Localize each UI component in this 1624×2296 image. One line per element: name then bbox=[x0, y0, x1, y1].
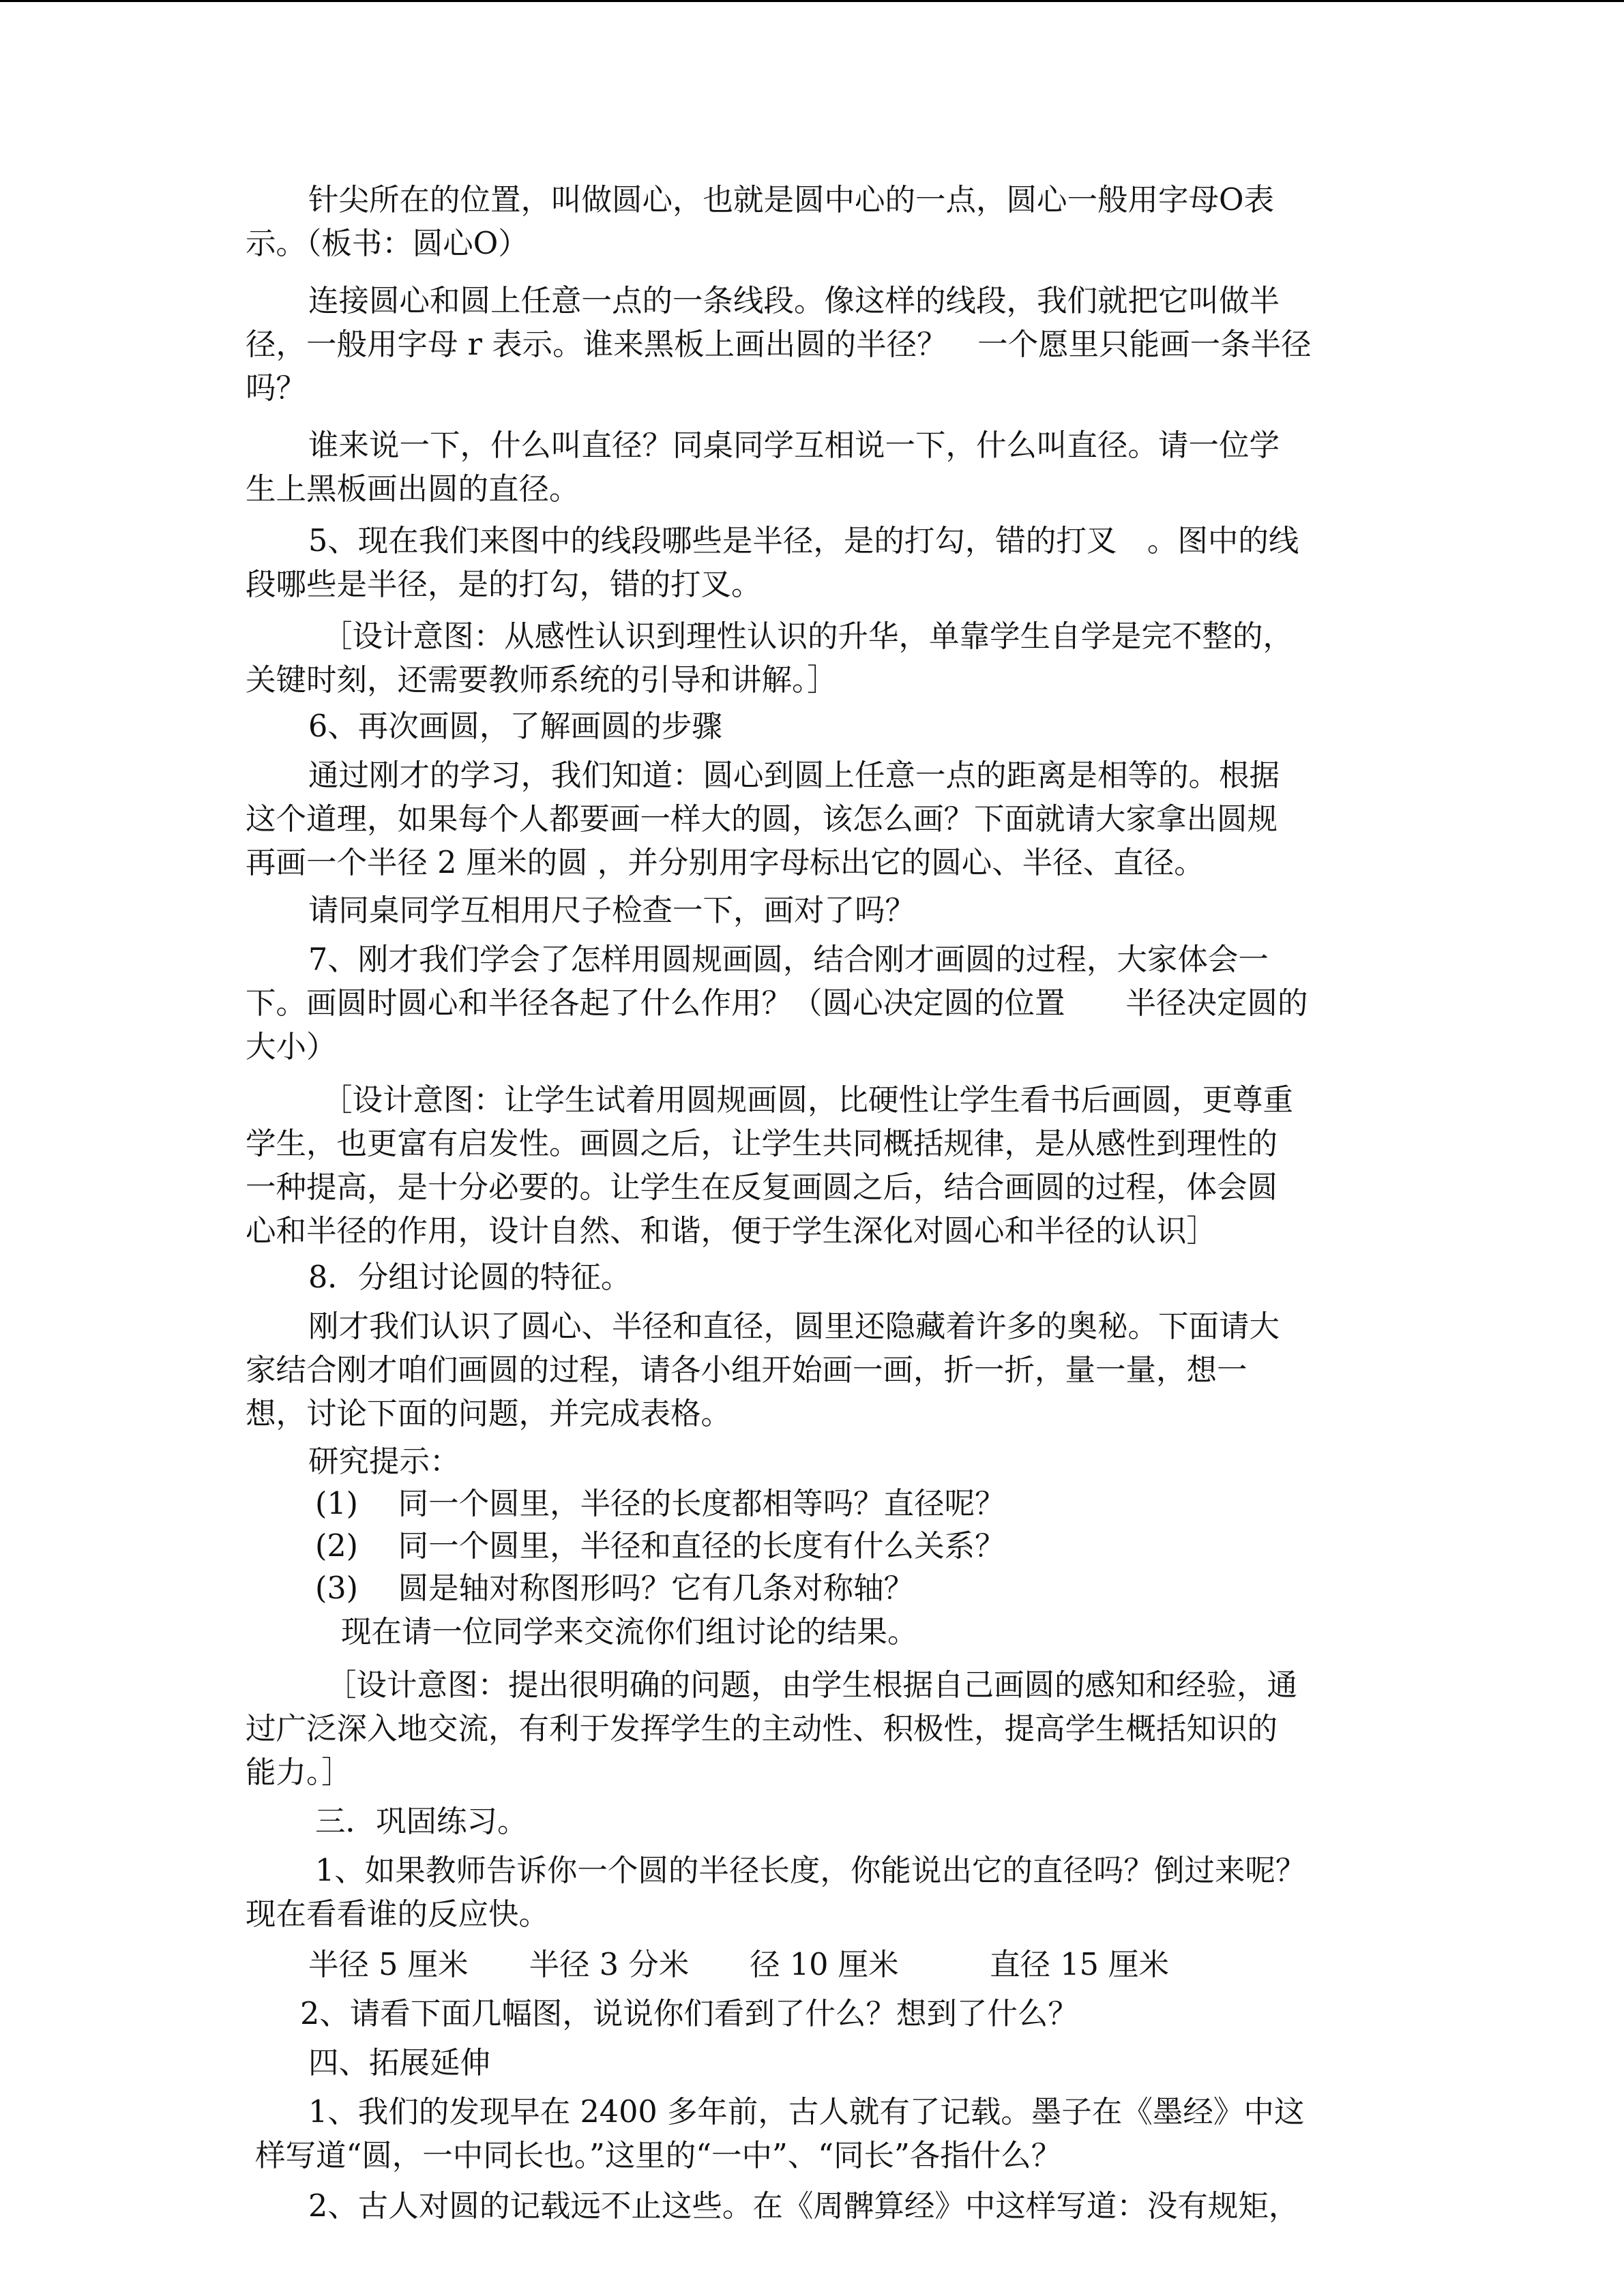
text-line: 心和半径的作用，设计自然、和谐，便于学生深化对圆心和半径的认识］ bbox=[246, 1214, 1217, 1249]
text-line: 大小） bbox=[246, 1030, 337, 1064]
text-line: 家结合刚才咱们画圆的过程，请各小组开始画一画，折一折，量一量，想一 bbox=[246, 1353, 1247, 1388]
text-line: 再画一个半径 2 厘米的圆 ，并分别用字母标出它的圆心、半径、直径。 bbox=[246, 846, 1205, 880]
text-line: 学生，也更富有启发性。画圆之后，让学生共同概括规律，是从感性到理性的 bbox=[246, 1127, 1278, 1161]
text-line: 谁来说一下，什么叫直径？同桌同学互相说一下，什么叫直径。请一位学 bbox=[308, 428, 1280, 463]
text-line: 吗？ bbox=[246, 371, 307, 406]
text-line: 研究提示： bbox=[308, 1444, 460, 1479]
text-line: 下。画圆时圆心和半径各起了什么作用？（圆心决定圆的位置 半径决定圆的 bbox=[246, 986, 1308, 1021]
text-line: 通过刚才的学习，我们知道：圆心到圆上任意一点的距离是相等的。根据 bbox=[308, 758, 1280, 793]
text-line: 2、古人对圆的记载远不止这些。在《周髀算经》中这样写道：没有规矩， bbox=[308, 2189, 1299, 2224]
text-line: 刚才我们认识了圆心、半径和直径，圆里还隐藏着许多的奥秘。下面请大 bbox=[308, 1309, 1280, 1344]
list-item: (3) 圆是轴对称图形吗？它有几条对称轴？ bbox=[315, 1571, 915, 1606]
text-line: 过广泛深入地交流，有利于发挥学生的主动性、积极性，提高学生概括知识的 bbox=[246, 1712, 1278, 1746]
text-line: 1、如果教师告诉你一个圆的半径长度，你能说出它的直径吗？倒过来呢？ bbox=[315, 1853, 1306, 1888]
text-line: 径，一般用字母 r 表示。谁来黑板上画出圆的半径？ 一个愿里只能画一条半径 bbox=[246, 327, 1312, 362]
section-heading: 四、拓展延伸 bbox=[308, 2046, 491, 2081]
list-item: (2) 同一个圆里，半径和直径的长度有什么关系？ bbox=[315, 1529, 1005, 1564]
text-line: 关键时刻，还需要教师系统的引导和讲解。］ bbox=[246, 663, 838, 698]
section-heading: 6、再次画圆，了解画圆的步骤 bbox=[308, 709, 722, 744]
text-line: 1、我们的发现早在 2400 多年前，古人就有了记载。墨子在《墨经》中这 bbox=[308, 2095, 1305, 2130]
text-line: 样写道“圆，一中同长也。”这里的“一中”、“同长”各指什么？ bbox=[255, 2138, 1062, 2173]
text-line: 生上黑板画出圆的直径。 bbox=[246, 472, 580, 507]
design-intent-note: ［设计意图：提出很明确的问题，由学生根据自己画圆的感知和经验，通 bbox=[326, 1668, 1298, 1703]
text-line: 连接圆心和圆上任意一点的一条线段。像这样的线段，我们就把它叫做半 bbox=[308, 284, 1280, 318]
text-line: 段哪些是半径，是的打勾，错的打叉。 bbox=[246, 567, 762, 602]
text-line: 2、请看下面几幅图，说说你们看到了什么？想到了什么？ bbox=[300, 1997, 1078, 2031]
text-line: 现在看看谁的反应快。 bbox=[246, 1897, 550, 1932]
section-heading: 8．分组讨论圆的特征。 bbox=[308, 1260, 632, 1295]
text-line: 7、刚才我们学会了怎样用圆规画圆，结合刚才画圆的过程，大家体会一 bbox=[308, 942, 1269, 977]
text-line: 半径 5 厘米 半径 3 分米 径 10 厘米 直径 15 厘米 bbox=[308, 1948, 1170, 1982]
text-line: 请同桌同学互相用尺子检查一下，画对了吗？ bbox=[308, 893, 916, 928]
list-item: (1) 同一个圆里，半径的长度都相等吗？直径呢？ bbox=[315, 1487, 1005, 1521]
text-line: 针尖所在的位置，叫做圆心，也就是圆中心的一点，圆心一般用字母O表 bbox=[308, 183, 1274, 218]
text-line: 示。（板书：圆心O） bbox=[246, 226, 529, 261]
text-line: 一种提高，是十分必要的。让学生在反复画圆之后，结合画圆的过程，体会圆 bbox=[246, 1170, 1278, 1205]
text-line: 能力。］ bbox=[246, 1755, 352, 1790]
section-heading: 三．巩固练习。 bbox=[315, 1804, 528, 1839]
design-intent-note: ［设计意图：让学生试着用圆规画圆，比硬性让学生看书后画圆，更尊重 bbox=[322, 1083, 1294, 1118]
design-intent-note: ［设计意图：从感性认识到理性认识的升华，单靠学生自学是完不整的， bbox=[322, 619, 1294, 654]
text-line: 现在请一位同学来交流你们组讨论的结果。 bbox=[341, 1615, 918, 1650]
text-line: 5、现在我们来图中的线段哪些是半径，是的打勾，错的打叉 。图中的线 bbox=[308, 524, 1299, 558]
text-line: 这个道理，如果每个人都要画一样大的圆，该怎么画？下面就请大家拿出圆规 bbox=[246, 802, 1278, 837]
page-top-border bbox=[0, 0, 1624, 2]
text-line: 想，讨论下面的问题，并完成表格。 bbox=[246, 1397, 732, 1431]
